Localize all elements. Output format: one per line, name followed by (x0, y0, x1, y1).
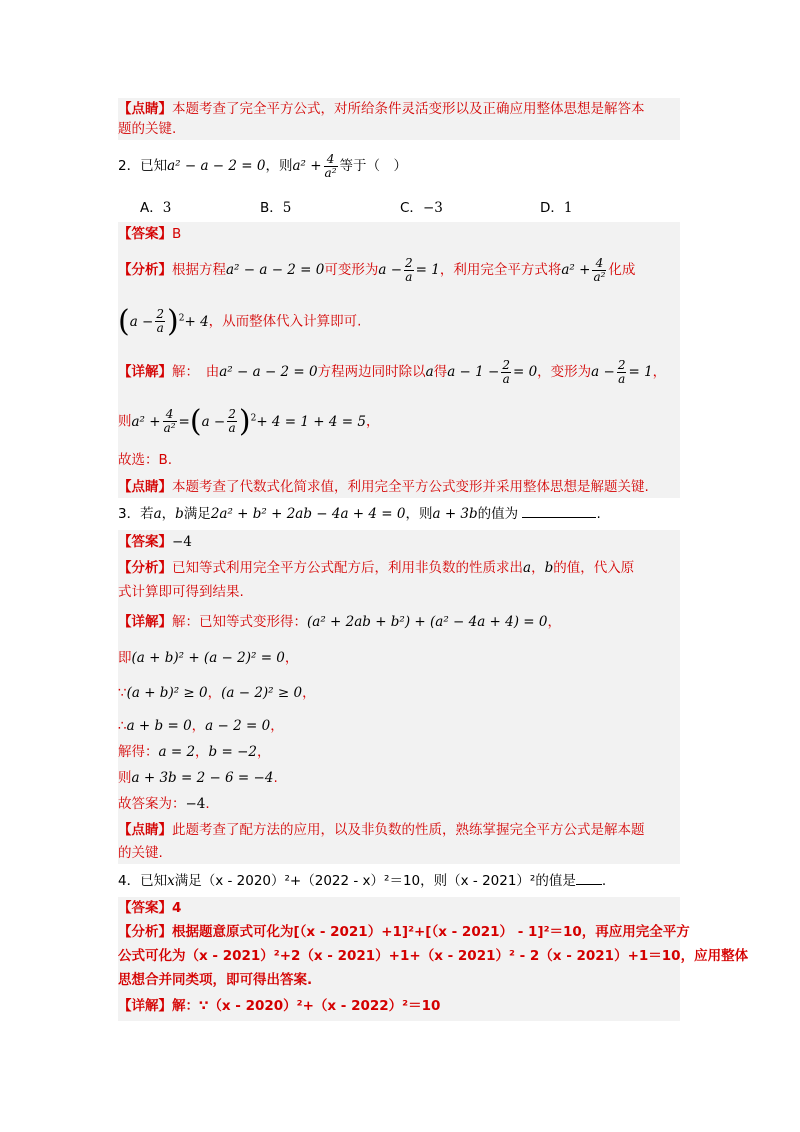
q2-prefix: 2．已知 (118, 158, 168, 174)
q3-detail-l5-prefix: 解得： (118, 744, 159, 760)
q2-detail-l2-inner: a − (201, 413, 226, 430)
q2-detail-conclusion: 故选：B. (118, 452, 173, 468)
q3-detail-l2-equation: (a + b)² + (a − 2)² = 0 (131, 650, 285, 666)
q3-detail-l3-end: ， (302, 685, 316, 701)
q2-analysis-m1r: = 1 (415, 262, 440, 278)
q3-detail-l4-end: ， (270, 718, 284, 734)
q2-condition: a² − a − 2 = 0 (167, 158, 266, 174)
q2-detail-text-1: 解： 由 (172, 364, 220, 380)
q2-analysis-text-2: 可变形为 (324, 262, 379, 278)
q4-analysis-text-1: 根据题意原式可化为[（x - 2021）+1]²+[（x - 2021） - 1]²＝10，再应用完全平方 (172, 924, 690, 940)
q3-detail-l3-expr-1: (a + b)² ≥ 0 (126, 685, 208, 701)
q4-analysis-text-2: 公式可化为（x - 2021）²+2（x - 2021）+1+（x - 2021）² - 2（x - 2021）+1＝10，应用整体 (118, 948, 749, 964)
q2-detail-text-3: 得 (433, 364, 448, 380)
q3-detail-line-1 (118, 612, 561, 632)
q2-detail-frac-1 (501, 359, 511, 386)
q4-answer (118, 898, 181, 918)
q2-detail-l2-end: ， (365, 413, 380, 430)
q2-detail-l2-prefix: 则 (118, 413, 132, 430)
q2-detail-frac-1-num: 2 (502, 357, 510, 372)
q2-detail-text-5: ， (652, 364, 667, 380)
q3-detail-line-7 (118, 794, 210, 814)
q2-analysis-equation: a² − a − 2 = 0 (226, 262, 325, 278)
option-c-label: C． (400, 200, 423, 216)
q2-detail-m1: a − 1 − (447, 364, 500, 380)
q3-detail-l5-end: ， (256, 744, 271, 760)
q2-detail-l2-frac-2-den: a (228, 421, 236, 435)
q3-analysis-comma: ， (531, 560, 545, 576)
q2-detail-frac-2-num: 2 (617, 357, 626, 372)
q2-detail-var: a (425, 364, 434, 380)
q2-detail-l2-result: + 4 = 1 + 4 = 5 (256, 413, 366, 430)
q2-fraction (324, 153, 338, 180)
q2-detail-l2-frac (163, 408, 177, 435)
q3-detail-line-6 (118, 768, 278, 788)
q3-answer (118, 532, 192, 552)
q2-remark-text: 本题考查了代数式化简求值，利用完全平方公式变形并采用整体思想是解题关键. (172, 479, 649, 495)
q3-answer-value: −4 (172, 534, 192, 550)
q4-analysis-text-3: 思想合并同类项，即可得出答案. (118, 972, 313, 988)
q2-answer (118, 224, 181, 244)
q3-detail-l5-expr-1: a = 2 (158, 744, 196, 760)
q3-remark-line-2 (118, 843, 163, 863)
q3-detail-line-4 (118, 716, 284, 736)
q2-detail-l2-frac-den: a² (163, 421, 176, 435)
q2-analysis-text-5: ，从而整体代入计算即可. (208, 313, 362, 330)
q2-detail-line-3 (118, 450, 172, 470)
q3-suffix: 的值为 (477, 506, 519, 522)
q2-detail-m2: a − (591, 364, 615, 380)
q3-detail-l3-comma: ， (207, 685, 222, 701)
analysis-tag: 【分析】 (118, 262, 172, 278)
q3-detail-l5-expr-2: b = −2 (208, 744, 257, 760)
q4-end: . (601, 873, 607, 889)
q2-analysis-m1: a − (378, 262, 403, 278)
q3-detail-l4-comma: ， (191, 718, 206, 734)
option-b-value: 5 (282, 200, 292, 216)
q3-remark-line-1 (118, 820, 645, 840)
q2-mid: ，则 (265, 158, 293, 174)
remark-line-1 (118, 99, 645, 119)
q2-analysis-frac-2 (592, 257, 606, 284)
q3-detail-l7-value: −4 (185, 796, 206, 812)
question-2 (118, 152, 407, 180)
q2-analysis-frac-3 (155, 308, 165, 335)
q2-detail-line-2 (118, 400, 379, 440)
q2-detail-l2-eq: = (178, 413, 190, 430)
option-d-value: 1 (563, 200, 573, 216)
option-b-label: B． (260, 200, 283, 216)
q3-text-2: ，则 (405, 506, 433, 522)
q2-analysis-text-3: ，利用完全平方式将 (439, 262, 562, 278)
q3-analysis-text-2: 式计算即可得到结果. (118, 584, 244, 600)
q3-detail-l4-expr-1: a + b = 0 (126, 718, 192, 734)
left-paren: ( (189, 403, 202, 439)
option-c-value: −3 (422, 200, 443, 216)
remark-tag: 【点睛】 (118, 479, 172, 495)
q2-analysis-frac-1-num: 2 (405, 255, 413, 270)
q2-detail-text-2: 方程两边同时除以 (317, 364, 426, 380)
q2-remark (118, 477, 649, 497)
q3-condition: 2a² + b² + 2ab − 4a + 4 = 0 (210, 506, 406, 522)
q2-analysis-line-1 (118, 254, 635, 286)
q2-frac-den: a² (324, 165, 337, 180)
q2-answer-value: B (172, 226, 182, 242)
q2-analysis-m3a: a − (129, 313, 154, 330)
because-symbol: ∵ (118, 685, 127, 701)
q3-detail-text-1: 解：已知等式变形得： (172, 614, 307, 630)
q2-analysis-frac-3-den: a (156, 321, 164, 335)
q3-detail-l4-expr-2: a − 2 = 0 (205, 718, 271, 734)
q2-analysis-line-2 (118, 300, 361, 340)
q4-var-x: x (167, 873, 175, 889)
question-4 (118, 871, 606, 891)
q2-analysis-m3r: + 4 (184, 313, 209, 330)
q2-expr: a² + (292, 158, 322, 174)
q3-analysis-line-1 (118, 558, 634, 578)
remark-text: 本题考查了完全平方公式，对所给条件灵活变形以及正确应用整体思想是解答本 (172, 101, 645, 117)
option-a-value: 3 (162, 200, 172, 216)
q2-detail-l2-frac-2 (227, 408, 237, 435)
q2-detail-l2-exponent: 2 (250, 413, 257, 423)
q3-analysis-var-a: a (523, 560, 532, 576)
answer-tag: 【答案】 (118, 534, 172, 550)
option-c (400, 196, 443, 216)
detail-tag: 【详解】 (118, 614, 172, 630)
option-b (260, 196, 291, 216)
q3-detail-l3-expr-2: (a − 2)² ≥ 0 (221, 685, 303, 701)
option-a (140, 196, 171, 216)
q3-detail-l6-prefix: 则 (118, 770, 132, 786)
q2-detail-frac-1-den: a (502, 371, 510, 386)
q3-var-a: a (153, 506, 162, 522)
q3-analysis-var-b: b (544, 560, 554, 576)
q2-suffix: 等于（ ） (339, 158, 408, 174)
q2-analysis-text-1: 根据方程 (172, 262, 226, 278)
answer-blank (522, 505, 596, 518)
q4-analysis-line-1 (118, 922, 690, 942)
q2-analysis-frac-2-num: 4 (592, 257, 606, 271)
analysis-tag: 【分析】 (118, 924, 172, 940)
q4-answer-value: 4 (172, 900, 182, 916)
option-d-label: D． (540, 200, 564, 216)
q3-analysis-text-1: 已知等式利用完全平方公式配方后，利用非负数的性质求出 (172, 560, 523, 576)
q2-detail-equation: a² − a − 2 = 0 (219, 364, 318, 380)
answer-blank (576, 872, 602, 885)
q3-expression: a + 3b (432, 506, 478, 522)
q4-text: 满足（x - 2020）²+（2022 - x）²＝10，则（x - 2021）²的值是 (174, 873, 576, 889)
right-paren: ) (167, 303, 179, 339)
q2-analysis-text-4: 化成 (608, 262, 636, 278)
q2-detail-frac-2 (617, 359, 627, 386)
q4-detail (118, 996, 440, 1016)
q3-detail-end-1: ， (547, 614, 562, 630)
q4-prefix: 4．已知 (118, 873, 168, 889)
q4-detail-text: 解：∵（x - 2020）²+（x - 2022）²＝10 (172, 998, 441, 1014)
answer-tag: 【答案】 (118, 226, 172, 242)
q3-detail-l2-end: ， (284, 650, 299, 666)
q3-prefix: 3．若 (118, 506, 154, 522)
remark-tag: 【点睛】 (118, 822, 172, 838)
q2-frac-num: 4 (324, 153, 338, 167)
q3-detail-l7-prefix: 故答案为： (118, 796, 186, 812)
q3-detail-l5-comma: ， (195, 744, 209, 760)
q2-detail-l2-frac-num: 4 (163, 408, 177, 422)
q3-detail-line-2 (118, 648, 298, 668)
remark-text-2: 题的关键. (118, 121, 177, 137)
q2-detail-m2r: = 1 (628, 364, 653, 380)
q3-detail-line-3 (118, 683, 316, 703)
q3-mid: 满足 (183, 506, 211, 522)
answer-tag: 【答案】 (118, 900, 172, 916)
q3-detail-l6-end: . (273, 770, 278, 786)
q2-detail-text-4: ，变形为 (537, 364, 592, 380)
q3-detail-equation-1: (a² + 2ab + b²) + (a² − 4a + 4) = 0 (307, 614, 548, 630)
q2-detail-l2-expr: a² + (131, 413, 161, 430)
right-paren: ) (238, 403, 251, 439)
q3-end: . (596, 506, 601, 522)
question-3 (118, 504, 601, 524)
q2-analysis-m2: a² + (561, 262, 591, 278)
q3-detail-l7-end: . (205, 796, 210, 812)
q3-analysis-text-1b: 的值，代入原 (553, 560, 635, 576)
option-d (540, 196, 573, 216)
q4-analysis-line-3 (118, 970, 312, 990)
q3-detail-l6-expr: a + 3b = 2 − 6 = −4 (131, 770, 274, 786)
q3-detail-line-5 (118, 742, 270, 762)
q2-analysis-exponent: 2 (178, 313, 185, 323)
q2-detail-frac-2-den: a (618, 371, 626, 386)
q2-analysis-frac-3-num: 2 (156, 307, 165, 321)
q3-remark-text-1: 此题考查了配方法的应用，以及非负数的性质，熟练掌握完全平方公式是解本题 (172, 822, 645, 838)
remark-tag: 【点睛】 (118, 101, 172, 117)
option-a-label: A． (140, 200, 163, 216)
q3-detail-l2-prefix: 即 (118, 650, 132, 666)
q2-detail-m1r: = 0 (512, 364, 538, 380)
q3-var-b: b (175, 506, 184, 522)
analysis-tag: 【分析】 (118, 560, 172, 576)
q2-detail-l2-frac-2-num: 2 (228, 407, 236, 421)
detail-tag: 【详解】 (118, 998, 172, 1014)
q2-analysis-frac-2-den: a² (593, 269, 606, 284)
q2-detail-line-1 (118, 356, 666, 388)
q3-analysis-line-2 (118, 582, 244, 602)
remark-line-2 (118, 119, 176, 139)
left-paren: ( (118, 303, 130, 339)
q4-analysis-line-2 (118, 946, 748, 966)
q2-analysis-frac-1-den: a (405, 269, 413, 284)
detail-tag: 【详解】 (118, 364, 172, 380)
q3-remark-text-2: 的关键. (118, 845, 163, 861)
therefore-symbol: ∴ (118, 718, 127, 734)
q3-comma: ， (161, 506, 176, 522)
q2-analysis-frac-1 (404, 257, 414, 284)
